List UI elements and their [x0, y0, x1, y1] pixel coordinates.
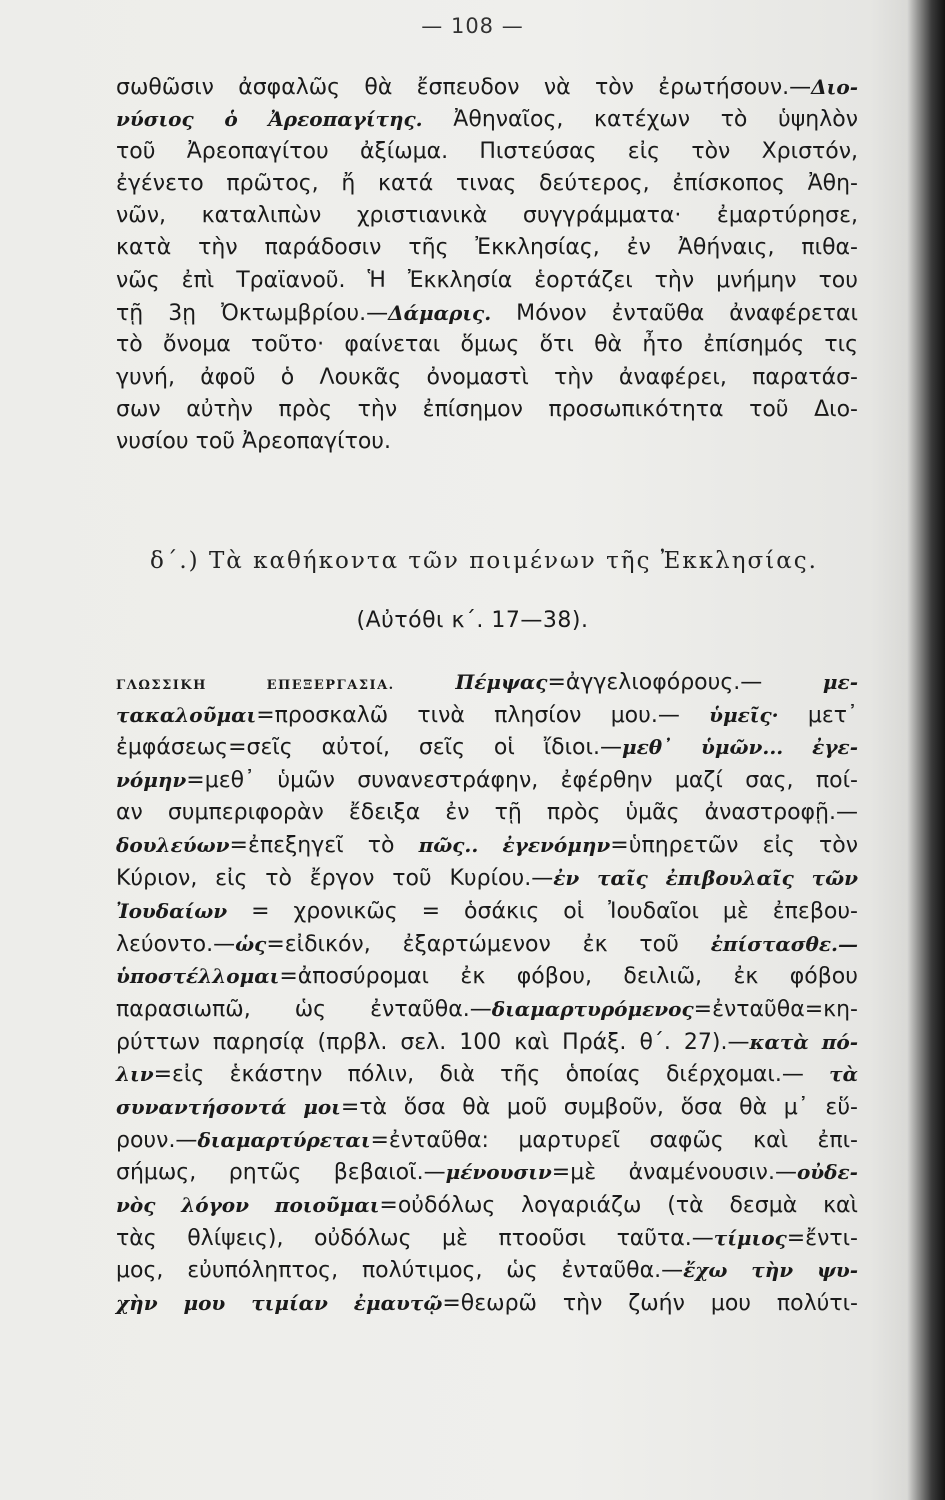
text-line: νῶς ἐπὶ Τραϊανοῦ. Ἡ Ἐκκλησία ἑορτάζει τὴν μνήμην του: [116, 267, 858, 293]
text-line: νύσιος ὁ Ἀρεοπαγίτης. Ἀθηναῖος, κατέχων τὸ ὑψηλὸν: [116, 107, 859, 133]
gloss-section: [116, 666, 858, 1320]
text-line: Κύριον, εἰς τὸ ἔργον τοῦ Κυρίου.—ἐν ταῖς ἐπιβουλαῖς τῶν: [116, 866, 858, 892]
text-line: τῇ 3ῃ Ὀκτωμβρίου.—Δάμαρις. Μόνον ἐνταῦθα ἀναφέρεται: [116, 301, 858, 327]
text-line: Ἰουδαίων = χρονικῶς = ὁσάκις οἱ Ἰουδαῖοι μὲ ἐπεβου-: [116, 898, 858, 924]
text-line: χὴν μου τιμίαν ἐμαυτῷ=θεωρῶ τὴν ζωήν μου πολύτι-: [116, 1291, 858, 1317]
text-line: γυνή, ἀφοῦ ὁ Λουκᾶς ὀνομαστὶ τὴν ἀναφέρει, παρατάσ-: [116, 364, 858, 390]
text-line: νόμην=μεθ᾽ ὑμῶν συνανεστράφην, ἐφέρθην μαζί σας, ποί-: [116, 768, 858, 794]
text-line: ρύττων παρησίᾳ (πρβλ. σελ. 100 καὶ Πράξ. θ΄. 27).—κατὰ πό-: [116, 1029, 858, 1055]
text-line: νυσίου τοῦ Ἀρεοπαγίτου.: [116, 429, 392, 455]
text-line: ἐμφάσεως=σεῖς αὐτοί, σεῖς οἱ ἴδιοι.—μεθ᾽ ὑμῶν... ἐγε-: [116, 735, 858, 761]
text-line: δουλεύων=ἐπεξηγεῖ τὸ πῶς.. ἐγενόμην=ὑπηρετῶν εἰς τὸν: [116, 833, 858, 859]
text-line: τὰς θλίψεις), οὐδόλως μὲ πτοοῦσι ταῦτα.—τίμιος=ἔντι-: [116, 1225, 858, 1251]
gloss-label: ΓΛΩΣΣΙΚΗ ΕΠΕΞΕΡΓΑΣΙΑ.: [116, 678, 395, 693]
text-line: ρουν.—διαμαρτύρεται=ἐνταῦθα: μαρτυρεῖ σαφῶς καὶ ἐπι-: [116, 1127, 858, 1153]
text-line: σων αὐτὴν πρὸς τὴν ἐπίσημον προσωπικότητα τοῦ Διο-: [116, 396, 858, 422]
page-number: — 108 —: [421, 14, 524, 38]
text-line: παρασιωπῶ, ὡς ἐνταῦθα.—διαμαρτυρόμενος=ἐνταῦθα=κη-: [116, 996, 858, 1022]
text-line: λιν=εἰς ἑκάστην πόλιν, διὰ τῆς ὁποίας διέρχομαι.— τὰ: [116, 1062, 858, 1088]
text-line: ὑποστέλλομαι=ἀποσύρομαι ἐκ φόβου, δειλιῶ, ἐκ φόβου: [116, 964, 858, 990]
text-line: ΓΛΩΣΣΙΚΗ ΕΠΕΞΕΡΓΑΣΙΑ. Πέμψας=ἀγγελιοφόρους.— με-: [116, 670, 858, 695]
text-line: λεύοντο.—ὡς=εἰδικόν, ἐξαρτώμενον ἐκ τοῦ ἐπίστασθε.—: [116, 931, 858, 957]
text-line: συναντήσοντά μοι=τὰ ὅσα θὰ μοῦ συμβοῦν, ὅσα θὰ μ᾽ εὕ-: [116, 1094, 858, 1120]
text-line: ἐγένετο πρῶτος, ἤ κατά τινας δεύτερος, ἐπίσκοπος Ἀθη-: [116, 170, 858, 196]
text-line: νὸς λόγον ποιοῦμαι=οὐδόλως λογαριάζω (τὰ δεσμὰ καὶ: [116, 1193, 858, 1218]
text-line: μος, εὐυπόληπτος, πολύτιμος, ὡς ἐνταῦθα.—ἔχω τὴν ψυ-: [116, 1258, 858, 1284]
text-line: αν συμπεριφορὰν ἔδειξα ἐν τῇ πρὸς ὑμᾶς ἀναστροφῇ.—: [116, 799, 858, 825]
section-reference: (Αὐτόθι κ΄. 17—38).: [356, 608, 589, 633]
text-line: σωθῶσιν ἀσφαλῶς θὰ ἔσπευδον νὰ τὸν ἐρωτήσουν.—Διο-: [116, 75, 858, 100]
term: νύσιος ὁ Ἀρεοπαγίτης.: [116, 107, 423, 132]
text-line: νῶν, καταλιπὼν χριστιανικὰ συγγράμματα· ἐμαρτύρησε,: [116, 203, 858, 229]
text-line: κατὰ τὴν παράδοσιν τῆς Ἐκκλησίας, ἐν Ἀθήναις, πιθα-: [116, 235, 858, 261]
text-line: τὸ ὄνομα τοῦτο· φαίνεται ὅμως ὅτι θὰ ἦτο ἐπίσημός τις: [116, 332, 858, 358]
text-line: τακαλοῦμαι=προσκαλῶ τινὰ πλησίον μου.— ὑμεῖς· μετ᾽: [116, 702, 858, 728]
term: Διο-: [811, 75, 858, 99]
section-heading: δ΄.) Τὰ καθήκοντα τῶν ποιμένων τῆς Ἐκκλησίας.: [150, 548, 818, 574]
text-line: σήμως, ρητῶς βεβαιοῖ.—μένουσιν=μὲ ἀναμένουσιν.—οὐδε-: [116, 1160, 858, 1186]
term: Δάμαρις.: [388, 301, 492, 326]
text-line: τοῦ Ἀρεοπαγίτου ἀξίωμα. Πιστεύσας εἰς τὸν Χριστόν,: [116, 138, 858, 164]
paragraph: [116, 71, 858, 459]
